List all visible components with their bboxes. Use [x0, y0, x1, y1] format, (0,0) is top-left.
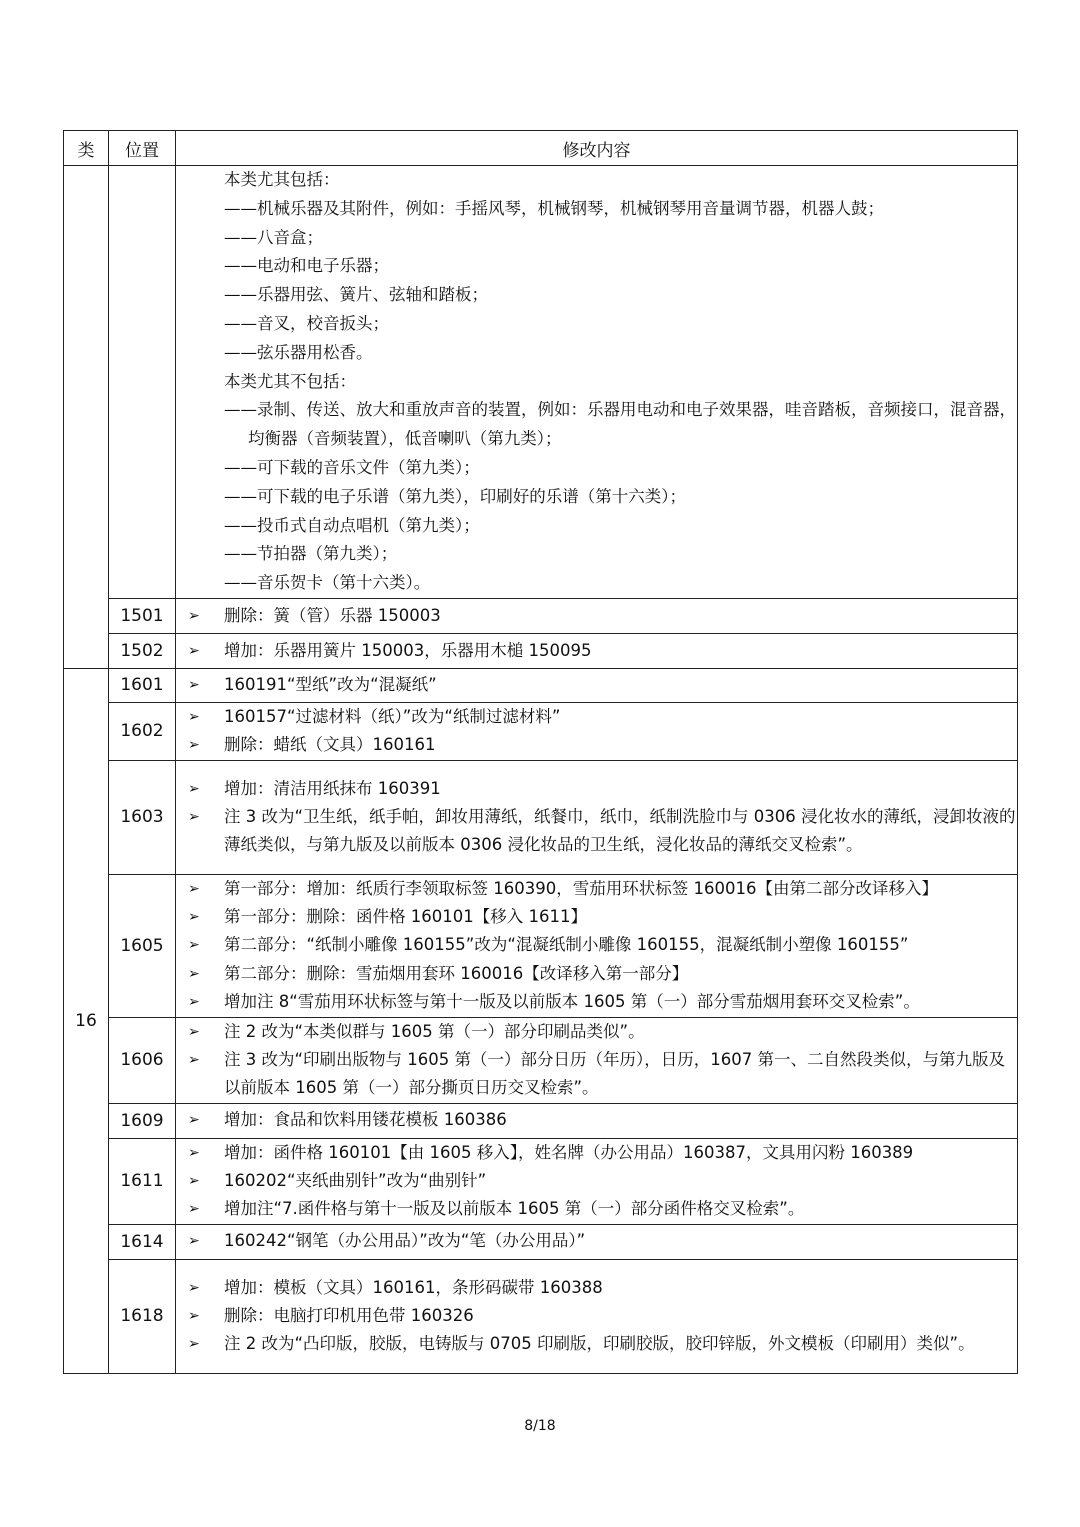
- change-line: [176, 1106, 1017, 1134]
- include-heading: 本类尤其包括：: [224, 170, 340, 189]
- change-content-cell: [176, 760, 1018, 874]
- change-line: [176, 602, 1017, 630]
- change-text: 160191“型纸”改为“混凝纸”: [224, 675, 437, 695]
- table-row: [64, 1259, 1018, 1373]
- position-cell: 1605: [109, 874, 176, 1017]
- note-item: ——电动和电子乐器；: [224, 256, 389, 276]
- change-text: 增加：模板（文具）160161，条形码碳带 160388: [224, 1277, 603, 1297]
- bullet-arrow-icon: ➢: [188, 937, 200, 954]
- table-row: [64, 1224, 1018, 1259]
- change-text: 注 3 改为“印刷出版物与 1605 第（一）部分日历（年历），日历，1607 第一、二自然段类似，与第九版及以前版本 1605 第（一）部分撕页日历交叉检索”。: [224, 1049, 1006, 1098]
- note-item: ——音乐贺卡（第十六类）。: [224, 573, 431, 593]
- change-text: 增加：乐器用簧片 150003，乐器用木槌 150095: [224, 640, 592, 660]
- header-content: 修改内容: [176, 131, 1018, 166]
- change-line: [176, 731, 1017, 759]
- change-content-cell: [176, 1017, 1018, 1103]
- table-row: [64, 668, 1018, 702]
- bullet-arrow-icon: ➢: [188, 1112, 200, 1129]
- bullet-arrow-icon: ➢: [188, 808, 200, 825]
- change-text: 增加：食品和饮料用镂花模板 160386: [224, 1110, 507, 1130]
- position-cell: 1501: [109, 598, 176, 633]
- change-text: 删除：电脑打印机用色带 160326: [224, 1305, 474, 1325]
- note-item: ——乐器用弦、簧片、弦轴和踏板；: [224, 285, 488, 305]
- intro-row: [64, 166, 1018, 599]
- exclude-list: [176, 396, 1017, 598]
- change-line: [176, 1046, 1017, 1103]
- position-cell: 1618: [109, 1259, 176, 1373]
- change-text: 删除：蜡纸（文具）160161: [224, 735, 436, 755]
- bullet-arrow-icon: ➢: [188, 1144, 200, 1161]
- change-text: 注 3 改为“卫生纸，纸手帕，卸妆用薄纸，纸餐巾，纸巾，纸制洗脸巾与 0306 浸化妆水的薄纸，浸卸妆液的薄纸类似，与第九版及以前版本 0306 浸化妆品的卫生纸，浸化妆品的薄纸交叉检索”。: [224, 806, 1016, 855]
- position-cell: 1603: [109, 760, 176, 874]
- bullet-arrow-icon: ➢: [188, 708, 200, 725]
- exclude-heading: 本类尤其不包括：: [224, 371, 356, 391]
- table-row: [64, 874, 1018, 1017]
- table-row: [64, 633, 1018, 668]
- note-item: ——音叉，校音扳头；: [224, 313, 389, 333]
- header-category: 类: [64, 131, 109, 166]
- change-line: [176, 1195, 1017, 1223]
- table-row: [64, 760, 1018, 874]
- change-line: [176, 960, 1017, 988]
- note-item: ——节拍器（第九类）；: [224, 544, 398, 564]
- change-text: 第二部分：“纸制小雕像 160155”改为“混凝纸制小雕像 160155，混凝纸制小塑像 160155”: [224, 935, 909, 955]
- note-item: ——可下载的音乐文件（第九类）；: [224, 457, 480, 477]
- change-line: [176, 1302, 1017, 1330]
- change-content-cell: [176, 874, 1018, 1017]
- bullet-arrow-icon: ➢: [188, 677, 200, 694]
- table-row: [64, 1017, 1018, 1103]
- bullet-arrow-icon: ➢: [188, 1172, 200, 1189]
- change-line: [176, 1274, 1017, 1302]
- change-text: 增加：清洁用纸抹布 160391: [224, 778, 441, 798]
- change-text: 增加注 8“雪茄用环状标签与第十一版及以前版本 1605 第（一）部分雪茄烟用套环交叉检索”。: [224, 991, 920, 1011]
- change-text: 160202“夹纸曲别针”改为“曲别针”: [224, 1170, 487, 1190]
- change-line: [176, 775, 1017, 803]
- bullet-arrow-icon: ➢: [188, 993, 200, 1010]
- bullet-arrow-icon: ➢: [188, 1051, 200, 1068]
- bullet-arrow-icon: ➢: [188, 1201, 200, 1218]
- change-line: [176, 1018, 1017, 1046]
- change-text: 160242“钢笔（办公用品）”改为“笔（办公用品）”: [224, 1231, 586, 1251]
- include-list: [176, 195, 1017, 368]
- change-line: [176, 1330, 1017, 1358]
- bullet-arrow-icon: ➢: [188, 607, 200, 624]
- change-line: [176, 875, 1017, 903]
- position-cell: 1602: [109, 702, 176, 760]
- bullet-arrow-icon: ➢: [188, 737, 200, 754]
- change-line: [176, 1167, 1017, 1195]
- intro-position-cell: [109, 166, 176, 599]
- change-content-cell: [176, 1103, 1018, 1138]
- change-content-cell: [176, 1259, 1018, 1373]
- change-text: 注 2 改为“凸印版，胶版，电铸版与 0705 印刷版，印刷胶版，胶印锌版，外文模板（印刷用）类似”。: [224, 1334, 975, 1354]
- change-content-cell: [176, 1138, 1018, 1224]
- change-content-cell: [176, 702, 1018, 760]
- change-line: [176, 1227, 1017, 1255]
- change-text: 删除：簧（管）乐器 150003: [224, 605, 441, 625]
- change-text: 160157“过滤材料（纸）”改为“纸制过滤材料”: [224, 706, 561, 726]
- change-line: [176, 671, 1017, 699]
- change-text: 第一部分：删除：函件格 160101【移入 1611】: [224, 907, 587, 927]
- page-number: 8/18: [524, 1418, 556, 1434]
- table-row: [64, 1138, 1018, 1224]
- bullet-arrow-icon: ➢: [188, 1279, 200, 1296]
- change-content-cell: [176, 598, 1018, 633]
- position-cell: 1601: [109, 668, 176, 702]
- note-item: ——投币式自动点唱机（第九类）；: [224, 515, 480, 535]
- header-row: [64, 131, 1018, 166]
- note-item: ——可下载的电子乐谱（第九类），印刷好的乐谱（第十六类）；: [224, 486, 686, 506]
- change-content-cell: [176, 1224, 1018, 1259]
- position-cell: 1609: [109, 1103, 176, 1138]
- bullet-arrow-icon: ➢: [188, 780, 200, 797]
- change-text: 第二部分：删除：雪茄烟用套环 160016【改译移入第一部分】: [224, 963, 689, 983]
- class-note: [176, 166, 1018, 599]
- change-line: [176, 988, 1017, 1016]
- position-cell: 1614: [109, 1224, 176, 1259]
- change-content-cell: [176, 633, 1018, 668]
- change-line: [176, 931, 1017, 959]
- bullet-arrow-icon: ➢: [188, 880, 200, 897]
- bullet-arrow-icon: ➢: [188, 642, 200, 659]
- change-text: 增加注“7.函件格与第十一版及以前版本 1605 第（一）部分函件格交叉检索”。: [224, 1199, 805, 1219]
- change-text: 增加：函件格 160101【由 1605 移入】，姓名牌（办公用品）160387，文具用闪粉 160389: [224, 1142, 914, 1162]
- change-text: 注 2 改为“本类似群与 1605 第（一）部分印刷品类似”。: [224, 1021, 645, 1041]
- change-line: [176, 1139, 1017, 1167]
- table-row: [64, 598, 1018, 633]
- bullet-arrow-icon: ➢: [188, 1336, 200, 1353]
- note-item: ——机械乐器及其附件，例如：手摇风琴，机械钢琴，机械钢琴用音量调节器，机器人鼓；: [224, 198, 884, 218]
- revision-table: [63, 130, 1018, 1374]
- change-line: [176, 903, 1017, 931]
- bullet-arrow-icon: ➢: [188, 1233, 200, 1250]
- change-content-cell: [176, 668, 1018, 702]
- bullet-arrow-icon: ➢: [188, 965, 200, 982]
- category-15-cell: [64, 166, 109, 669]
- change-line: [176, 703, 1017, 731]
- bullet-arrow-icon: ➢: [188, 909, 200, 926]
- category-cell: 16: [64, 668, 109, 1373]
- table-row: [64, 702, 1018, 760]
- note-item: ——弦乐器用松香。: [224, 342, 373, 362]
- note-item: ——八音盒；: [224, 227, 323, 247]
- note-item: ——录制、传送、放大和重放声音的装置，例如：乐器用电动和电子效果器，哇音踏板，音频接口，混音器，均衡器（音频装置），低音喇叭（第九类）；: [224, 400, 1016, 449]
- change-line: [176, 637, 1017, 665]
- bullet-arrow-icon: ➢: [188, 1023, 200, 1040]
- position-cell: 1502: [109, 633, 176, 668]
- table-row: [64, 1103, 1018, 1138]
- change-text: 第一部分：增加：纸质行李领取标签 160390，雪茄用环状标签 160016【由第二部分改译移入】: [224, 878, 938, 898]
- position-cell: 1611: [109, 1138, 176, 1224]
- bullet-arrow-icon: ➢: [188, 1307, 200, 1324]
- header-position: 位置: [109, 131, 176, 166]
- position-cell: 1606: [109, 1017, 176, 1103]
- change-line: [176, 803, 1017, 860]
